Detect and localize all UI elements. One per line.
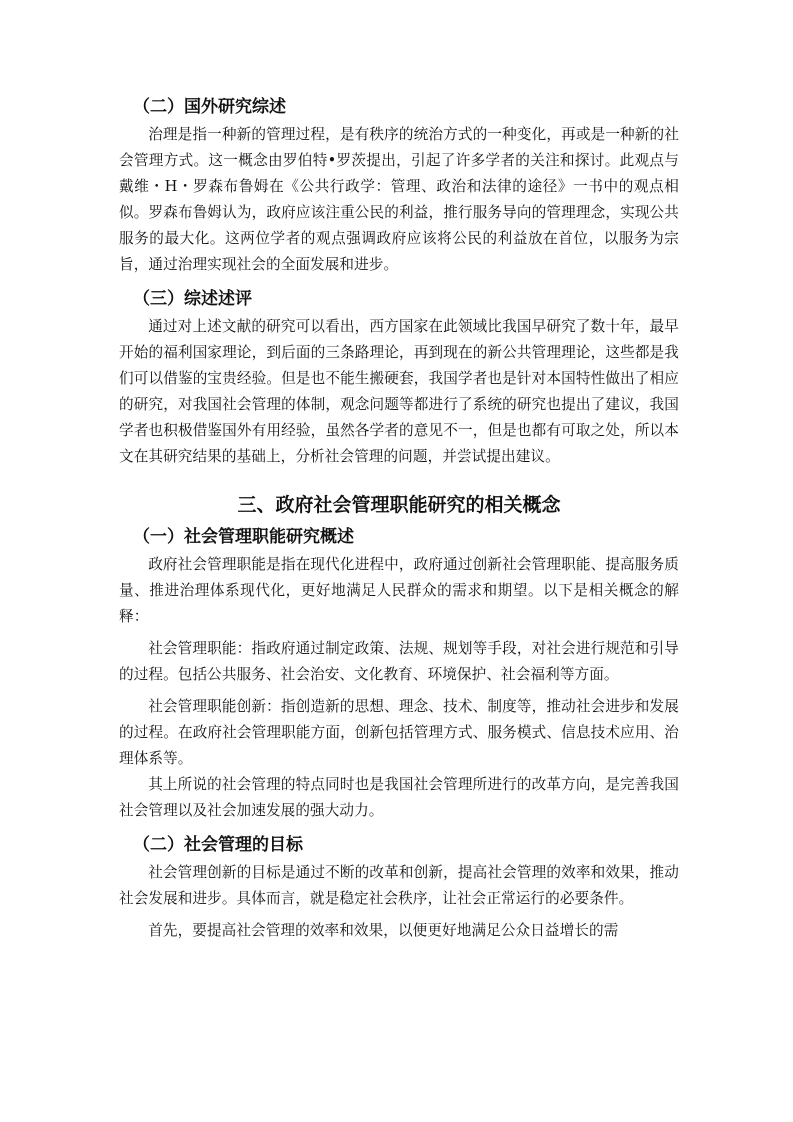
document-body	[119, 96, 679, 944]
section-heading-goals: （二）社会管理的目标	[133, 835, 303, 855]
paragraph: 首先，要提高社会管理的效率和效果，以便更好地满足公众日益增长的需	[148, 922, 619, 939]
paragraph: 治理是指一种新的管理过程，是有秩序的统治方式的一种变化，再或是一种新的社会管理方式。这一概念由罗伯特•罗茨提出，引起了许多学者的关注和探讨。此观点与戴维・H・罗森布鲁姆在《公共行政学：管理、政治和法律的途径》一书中的观点相似。罗森布鲁姆认为，政府应该注重公民的利益，推行服务导向的管理理念，实现公共服务的最大化。这两位学者的观点强调政府应该将公民的利益放在首位，以服务为宗旨，通过治理实现社会的全面发展和进步。	[119, 126, 679, 273]
paragraph: 社会管理职能：指政府通过制定政策、法规、规划等手段，对社会进行规范和引导的过程。包括公共服务、社会治安、文化教育、环境保护、社会福利等方面。	[119, 640, 679, 683]
paragraph: 其上所说的社会管理的特点同时也是我国社会管理所进行的改革方向，是完善我国社会管理以及社会加速发展的强大动力。	[119, 776, 679, 819]
section-heading-review: （三）综述述评	[133, 289, 252, 309]
section-heading-foreign-research: （二）国外研究综述	[133, 97, 286, 117]
paragraph: 政府社会管理职能是指在现代化进程中，政府通过创新社会管理职能、提高服务质量、推进治理体系现代化，更好地满足人民群众的需求和期望。以下是相关概念的解释：	[119, 556, 679, 625]
paragraph: 社会管理职能创新：指创造新的思想、理念、技术、制度等，推动社会进步和发展的过程。在政府社会管理职能方面，创新包括管理方式、服务模式、信息技术应用、治理体系等。	[119, 698, 679, 767]
paragraph: 社会管理创新的目标是通过不断的改革和创新，提高社会管理的效率和效果，推动社会发展和进步。具体而言，就是稳定社会秩序，让社会正常运行的必要条件。	[119, 864, 679, 907]
section-heading-overview: （一）社会管理职能研究概述	[133, 527, 354, 547]
paragraph: 通过对上述文献的研究可以看出，西方国家在此领域比我国早研究了数十年，最早开始的福利国家理论，到后面的三条路理论，再到现在的新公共管理理论，这些都是我们可以借鉴的宝贵经验。但是也不能生搬硬套，我国学者也是针对本国特性做出了相应的研究，对我国社会管理的体制，观念问题等都进行了系统的研究也提出了建议，我国学者也积极借鉴国外有用经验，虽然各学者的意见不一，但是也都有可取之处，所以本文在其研究结果的基础上，分析社会管理的问题，并尝试提出建议。	[119, 318, 679, 465]
chapter-title: 三、政府社会管理职能研究的相关概念	[237, 494, 561, 516]
